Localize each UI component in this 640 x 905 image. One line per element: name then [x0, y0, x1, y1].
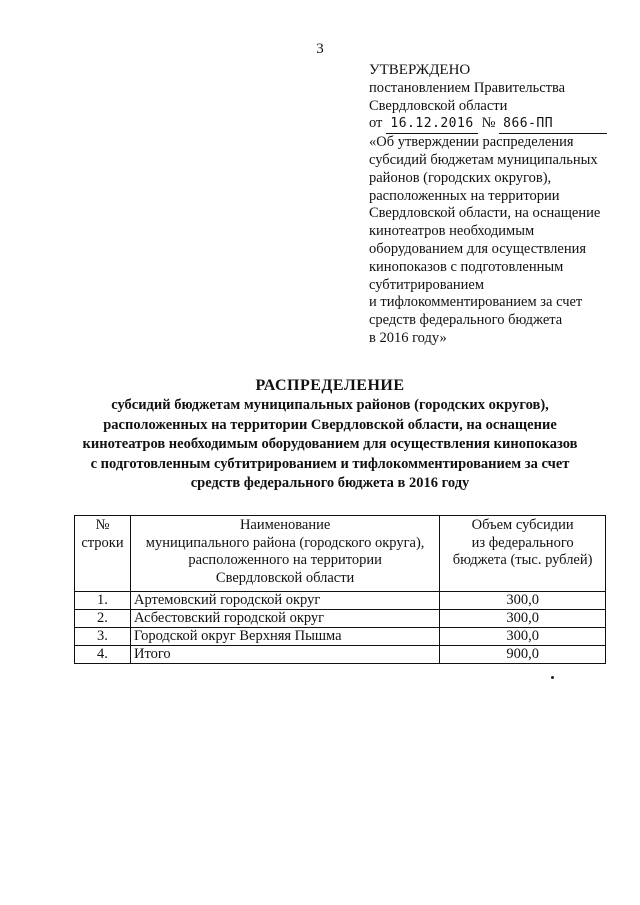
header-line: строки — [81, 534, 124, 551]
header-line: № — [95, 517, 110, 533]
resolution-title-line: и тифлокомментированием за счет — [369, 294, 583, 311]
table-header-row — [75, 516, 606, 592]
header-line: Наименование — [239, 517, 331, 533]
subsidy-value: 300,0 — [440, 610, 606, 628]
row-number: 1. — [75, 592, 131, 610]
subsidy-value: 300,0 — [440, 592, 606, 610]
municipality-name: Артемовский городской округ — [130, 592, 439, 610]
resolution-title — [369, 134, 629, 348]
approval-date-line — [369, 115, 629, 134]
resolution-title-line: в 2016 году» — [369, 329, 447, 346]
municipality-name: Асбестовский городской округ — [130, 610, 439, 628]
number-field — [499, 115, 607, 134]
title-subtitle-line: субсидий бюджетам муниципальных районов (городских округов), — [111, 397, 549, 413]
resolution-title-line: районов (городских округов), — [369, 169, 552, 186]
approval-line-2: Свердловской области — [369, 97, 508, 114]
table-row — [75, 646, 606, 664]
page-number: 3 — [316, 41, 324, 57]
table-row — [75, 592, 606, 610]
title-subtitle-line: средств федерального бюджета в 2016 году — [190, 475, 470, 491]
title-subtitle-line: с подготовленным субтитрированием и тифлокомментированием за счет — [90, 455, 570, 472]
resolution-title-line: субсидий бюджетам муниципальных — [369, 151, 598, 168]
header-line: муниципального района (городского округа), — [145, 534, 425, 551]
row-number: 2. — [75, 610, 131, 628]
resolution-title-line: «Об утверждении распределения — [369, 134, 574, 151]
date-prefix: от — [369, 115, 383, 132]
number-value: 866-ПП — [503, 116, 554, 132]
resolution-title-line: кинотеатров необходимым — [369, 223, 535, 240]
header-municipality — [130, 516, 439, 592]
title-subtitle-line: кинотеатров необходимым оборудованием для осуществления кинопоказов — [82, 436, 578, 452]
title-subtitle-line: расположенных на территории Свердловской области, на оснащение — [103, 416, 557, 433]
resolution-title-line: кинопоказов с подготовленным — [369, 258, 564, 275]
header-subsidy-amount — [440, 516, 606, 592]
title-subtitle — [60, 396, 600, 494]
header-line: из федерального — [471, 534, 574, 551]
approval-heading: УТВЕРЖДЕНО — [369, 62, 471, 78]
document-title — [60, 376, 600, 494]
header-row-number — [75, 516, 131, 592]
header-line: бюджета (тыс. рублей) — [452, 552, 593, 568]
date-field — [386, 115, 478, 134]
resolution-title-line: средств федерального бюджета — [369, 312, 563, 329]
title-main: РАСПРЕДЕЛЕНИЕ — [255, 377, 405, 394]
resolution-title-line: оборудованием для осуществления — [369, 240, 587, 257]
header-line: Объем субсидии — [471, 517, 574, 533]
subsidy-value: 900,0 — [440, 646, 606, 664]
date-value: 16.12.2016 — [390, 116, 474, 132]
resolution-title-line: Свердловской области, на оснащение — [369, 205, 601, 222]
approval-stamp — [369, 62, 629, 348]
resolution-title-line: субтитрированием — [369, 276, 485, 293]
scan-speck — [551, 676, 554, 679]
subsidy-table — [74, 515, 606, 664]
number-prefix: № — [481, 115, 496, 132]
table-row — [75, 610, 606, 628]
approval-line-1: постановлением Правительства — [369, 79, 566, 96]
header-line: расположенного на территории — [188, 552, 382, 568]
municipality-name: Городской округ Верхняя Пышма — [130, 628, 439, 646]
row-number: 3. — [75, 628, 131, 646]
subsidy-value: 300,0 — [440, 628, 606, 646]
municipality-name: Итого — [130, 646, 439, 664]
header-line: Свердловской области — [215, 569, 355, 586]
row-number: 4. — [75, 646, 131, 664]
resolution-title-line: расположенных на территории — [369, 187, 560, 204]
table-row — [75, 628, 606, 646]
